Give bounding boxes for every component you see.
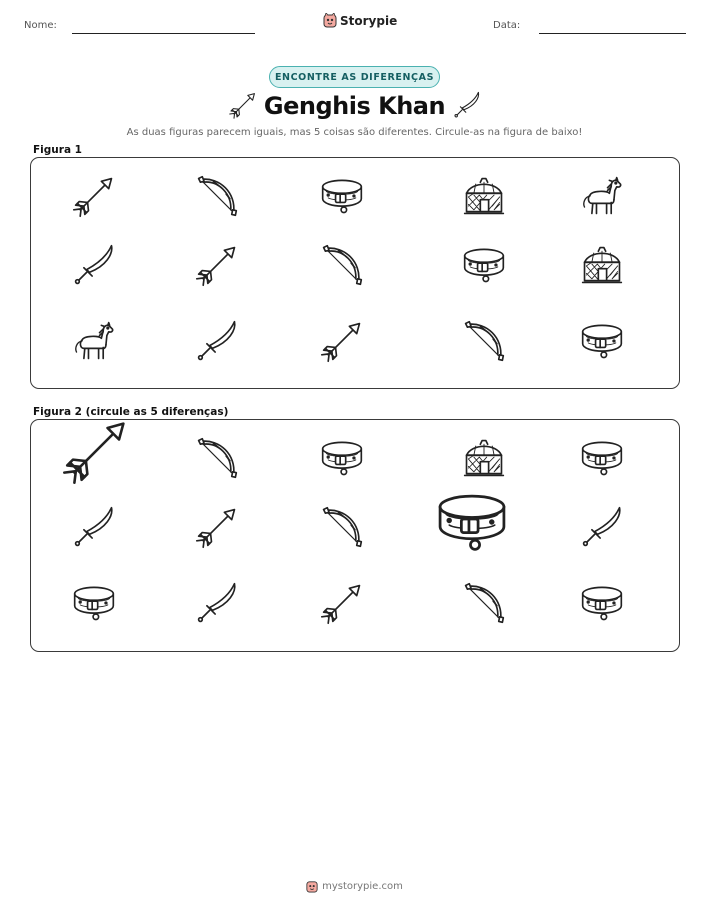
name-label: Nome:: [24, 20, 57, 31]
date-label: Data:: [493, 20, 521, 31]
footer-site[interactable]: mystorypie.com: [322, 881, 403, 892]
arrow-icon[interactable]: [60, 415, 132, 487]
storypie-logo[interactable]: [323, 13, 397, 28]
brand-name: Storypie: [340, 13, 398, 28]
figure-1-panel: [30, 157, 680, 389]
sword-icon: [71, 242, 117, 288]
belt-icon[interactable]: [319, 435, 365, 481]
arrow-icon: [71, 173, 117, 219]
yurt-icon[interactable]: [461, 435, 507, 481]
bow-icon[interactable]: [319, 504, 365, 550]
arrow-icon: [194, 242, 240, 288]
bow-icon[interactable]: [194, 435, 240, 481]
yurt-icon: [461, 173, 507, 219]
belt-icon: [319, 173, 365, 219]
worksheet-badge: ENCONTRE AS DIFERENÇAS: [269, 66, 440, 88]
belt-icon[interactable]: [71, 580, 117, 626]
sword-icon: [452, 90, 482, 120]
bow-icon: [194, 173, 240, 219]
belt-icon: [579, 318, 625, 364]
storypie-mascot-icon: [323, 13, 337, 28]
page-title: Genghis Khan: [263, 92, 446, 120]
sword-icon[interactable]: [194, 580, 240, 626]
horse-icon: [71, 318, 117, 364]
date-field[interactable]: [539, 33, 686, 34]
bow-icon[interactable]: [461, 580, 507, 626]
sword-icon[interactable]: [71, 504, 117, 550]
figure-2-label: Figura 2 (circule as 5 diferenças): [33, 406, 229, 418]
arrow-icon: [319, 318, 365, 364]
yurt-icon: [579, 242, 625, 288]
sword-icon: [194, 318, 240, 364]
belt-icon[interactable]: [579, 435, 625, 481]
arrow-icon[interactable]: [194, 504, 240, 550]
horse-icon: [579, 173, 625, 219]
sword-icon[interactable]: [579, 504, 625, 550]
belt-icon[interactable]: [434, 484, 510, 560]
belt-icon[interactable]: [579, 580, 625, 626]
bow-icon: [461, 318, 507, 364]
footer: [0, 880, 709, 893]
figure-1-label: Figura 1: [33, 144, 82, 156]
arrow-icon[interactable]: [319, 580, 365, 626]
bow-icon: [319, 242, 365, 288]
storypie-mascot-icon: [306, 880, 318, 893]
belt-icon: [461, 242, 507, 288]
instructions: As duas figuras parecem iguais, mas 5 coisas são diferentes. Circule-as na figura de baixo!: [126, 127, 583, 138]
name-field[interactable]: [72, 33, 255, 34]
figure-2-panel[interactable]: [30, 419, 680, 652]
